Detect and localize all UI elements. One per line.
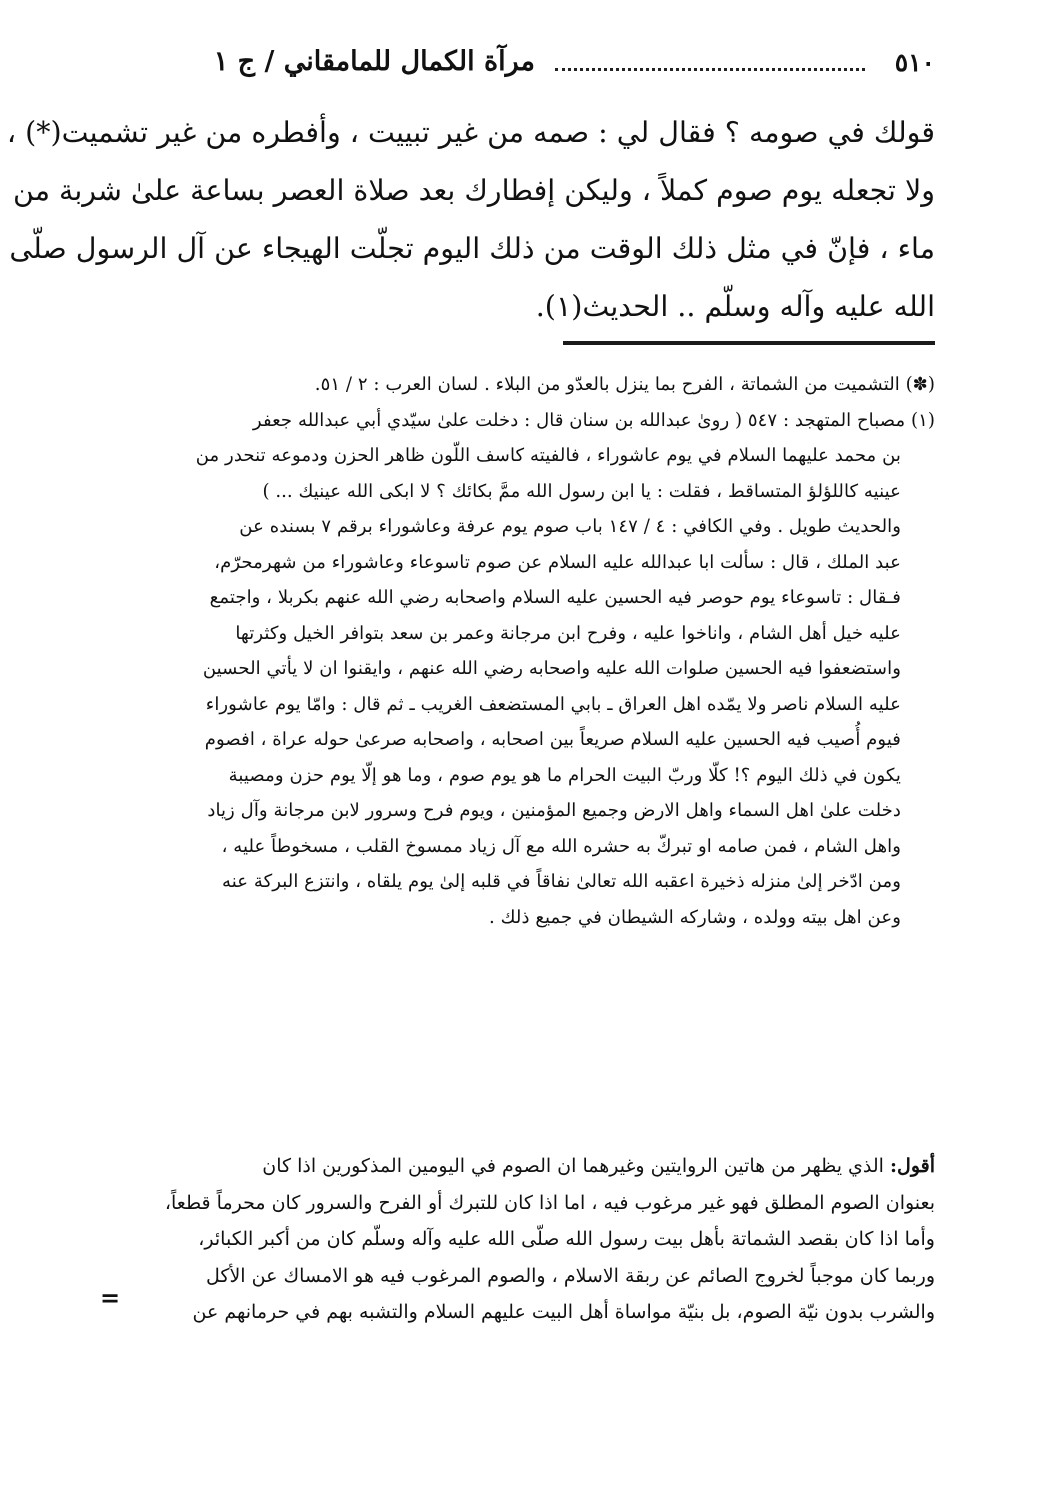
page-header <box>130 44 935 88</box>
footnote-line: وعن اهل بيته وولده ، وشاركه الشيطان في جميع ذلك . <box>489 906 901 928</box>
footnote-line: ومن ادّخر إلىٰ منزله ذخيرة اعقبه الله تعالىٰ نفاقاً في قلبه إلىٰ يوم يلقاه ، وانتزع البركة عنه <box>221 871 901 892</box>
main-text <box>6 104 935 336</box>
footnote-line: عليه خيل أهل الشام ، واناخوا عليه ، وفرح ابن مرجانة وعمر بن سعد بتوافر الخيل وكثرتها <box>235 622 901 644</box>
footnote-line: دخلت علىٰ اهل السماء واهل الارض وجميع المؤمنين ، ويوم فرح وسرور لابن مرجانة وآل زياد <box>207 800 901 821</box>
closing-line: والشرب بدون نيّة الصوم، بل بنيّة مواساة أهل البيت عليهم السلام والتشبه بهم في حرمانهم عن <box>192 1301 935 1323</box>
main-text-line: الله عليه وآله وسلّم .. الحديث(١). <box>535 290 935 323</box>
footnote-line: يكون في ذلك اليوم ؟! كلّا وربّ البيت الحرام ما هو يوم صوم ، وما هو إلّا يوم حزن ومصيبة <box>228 764 901 786</box>
footnote-line: عليه السلام ناصر ولا يمّده اهل العراق ـ بابي المستضعف الغريب ـ ثم قال : وامّا يوم عاشوراء <box>205 693 901 715</box>
footnote-line: فيوم أُصيب فيه الحسين عليه السلام صريعاً بين اصحابه ، واصحابه صرعىٰ حوله عراة ، افصوم <box>204 729 901 750</box>
footnote-line: واستضعفوا فيه الحسين صلوات الله عليه واصحابه رضي الله عنهم ، وايقنوا ان لا يأتي الحسين <box>202 658 901 679</box>
main-text-line: قولك في صومه ؟ فقال لي : صمه من غير تبييت ، وأفطره من غير تشميت(*) ، <box>6 116 935 149</box>
running-title: مرآة الكمال للمامقاني / ج ١ <box>213 46 535 77</box>
page-number: ٥١٠ <box>894 48 935 77</box>
main-text-line: ولا تجعله يوم صوم كملاً ، وليكن إفطارك بعد صلاة العصر بساعة علىٰ شربة من <box>13 174 935 207</box>
header-dotted-leader <box>555 54 865 71</box>
footnote-separator <box>563 341 935 345</box>
footnote-line: (✽) التشميت من الشماتة ، الفرح بما ينزل بالعدّو من البلاء . لسان العرب : ٢ / ٥١. <box>314 374 935 395</box>
footnotes <box>130 367 935 935</box>
main-text-line: ماء ، فإنّ في مثل ذلك الوقت من ذلك اليوم تجلّت الهيجاء عن آل الرسول صلّى <box>9 232 935 265</box>
closing-lead-word: أقول: <box>890 1155 935 1177</box>
footnote-line: عبد الملك ، قال : سألت ابا عبدالله عليه السلام عن صوم تاسوعاء وعاشوراء من شهرمحرّم، <box>214 551 901 573</box>
footnote-line: عينيه كاللؤلؤ المتساقط ، فقلت : يا ابن رسول الله ممَّ بكائك ؟ لا ابكى الله عينيك ... ) <box>262 480 901 502</box>
footnote-line: (١) مصباح المتهجد : ٥٤٧ ( روىٰ عبدالله بن سنان قال : دخلت علىٰ سيّدي أبي عبدالله جعفر <box>252 409 935 431</box>
closing-line <box>130 1148 935 1185</box>
footnote-line: واهل الشام ، فمن صامه او تبركّ به حشره الله مع آل زياد ممسوخ القلب ، مسخوطاً عليه ، <box>221 835 901 857</box>
closing-line: وربما كان موجباً لخروج الصائم عن ربقة الاسلام ، والصوم المرغوب فيه هو الامساك عن الأكل <box>206 1264 935 1287</box>
continuation-mark: = <box>100 1283 121 1312</box>
footnote-line: بن محمد عليهما السلام في يوم عاشوراء ، فالفيته كاسف اللّون ظاهر الحزن ودموعه تنحدر من <box>195 445 901 466</box>
closing-line: وأما اذا كان بقصد الشماتة بأهل بيت رسول الله صلّى الله عليه وآله وسلّم كان من أكبر الكبائر، <box>198 1228 935 1250</box>
closing-remarks <box>130 1148 935 1331</box>
closing-line: بعنوان الصوم المطلق فهو غير مرغوب فيه ، اما اذا كان للتبرك أو الفرح والسرور كان محرماً قطعاً، <box>164 1191 935 1214</box>
footnote-line: فـقال : تاسوعاء يوم حوصر فيه الحسين عليه السلام واصحابه رضي الله عنهم بكربلا ، واجتمع <box>209 587 901 608</box>
footnote-line: والحديث طويل . وفي الكافي : ٤ / ١٤٧ باب صوم يوم عرفة وعاشوراء برقم ٧ بسنده عن <box>239 516 901 537</box>
closing-first-line-text: الذي يظهر من هاتين الروايتين وغيرهما ان الصوم في اليومين المذكورين اذا كان <box>262 1155 890 1177</box>
